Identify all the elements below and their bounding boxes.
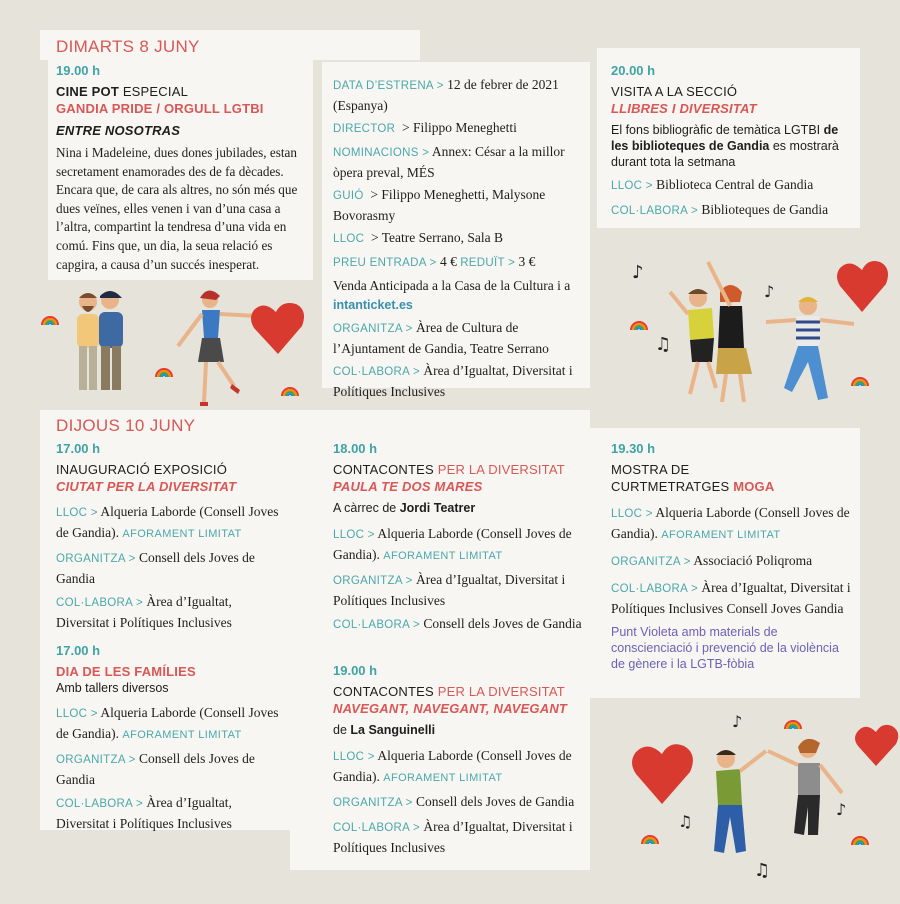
detail-estrena: DATA D’ESTRENA > 12 de febrer de 2021 (Espanya) bbox=[333, 77, 559, 113]
detail-organitza: ORGANITZA > Àrea de Cultura de l’Ajuntament de Gandia, Teatre Serrano bbox=[333, 320, 549, 356]
heart-icon bbox=[852, 724, 900, 770]
event-families bbox=[56, 642, 286, 833]
detail-venda: Venda Anticipada a la Casa de la Cultura i a intanticket.es bbox=[333, 278, 571, 312]
event-title: DIA DE LES FAMÍLIES bbox=[56, 664, 196, 679]
event-time: 19.30 h bbox=[611, 441, 656, 456]
rainbow-icon bbox=[280, 384, 300, 396]
detail-colabora: COL·LABORA > Àrea d’Igualtat, Diversitat i Polítiques Inclusives bbox=[333, 363, 573, 399]
detail-nominacions: NOMINACIONS > Annex: César a la millor òpera preval, MÉS bbox=[333, 144, 565, 180]
event-title: CONTACONTES PER LA DIVERSITAT bbox=[333, 462, 565, 477]
event-inauguracio bbox=[56, 440, 286, 632]
event-subtitle: CIUTAT PER LA DIVERSITAT bbox=[56, 479, 237, 494]
event-lloc: LLOC > Alqueria Laborde (Consell Joves de Gandia). AFORAMENT LIMITAT bbox=[333, 748, 572, 784]
film-details bbox=[333, 75, 583, 404]
event-desc: El fons bibliogràfic de temàtica LGTBI de les biblioteques de Gandia es mostrarà durant tota la setmana bbox=[611, 123, 839, 169]
day1-label: DIMARTS 8 JUNY bbox=[56, 37, 200, 56]
event-contacontes-2 bbox=[333, 662, 583, 857]
music-note-icon: ♪ bbox=[632, 262, 644, 283]
rainbow-icon bbox=[850, 374, 870, 386]
event-lloc: LLOC > Alqueria Laborde (Consell Joves de Gandia). AFORAMENT LIMITAT bbox=[56, 705, 279, 741]
day2-label: DIJOUS 10 JUNY bbox=[56, 416, 196, 435]
dancer-yellow bbox=[670, 289, 716, 394]
event-cine-pot bbox=[56, 62, 306, 274]
event-time: 20.00 h bbox=[611, 63, 656, 78]
rainbow-icon bbox=[640, 832, 660, 844]
event-organitza: ORGANITZA > Consell dels Joves de Gandia bbox=[56, 751, 255, 787]
detail-preu: PREU ENTRADA > 4 € REDUÏT > 3 € bbox=[333, 254, 536, 269]
event-colabora: COL·LABORA > Àrea d’Igualtat, Diversitat i Polítiques Inclusives bbox=[56, 594, 232, 630]
heart-icon bbox=[248, 300, 308, 358]
punt-violeta-note: Punt Violeta amb materials de conscienciació i prevenció de la violència de gènere i la LGTB-fòbia bbox=[611, 625, 839, 671]
music-note-icon: ♪ bbox=[732, 712, 743, 731]
event-visita bbox=[611, 62, 851, 221]
event-by: de La Sanguinelli bbox=[333, 723, 436, 737]
event-time: 19.00 h bbox=[56, 63, 101, 78]
event-time: 17.00 h bbox=[56, 643, 101, 658]
event-title: CONTACONTES PER LA DIVERSITAT bbox=[333, 684, 565, 699]
heart-icon bbox=[834, 260, 890, 316]
music-note-icon: ♪ bbox=[764, 282, 775, 301]
detail-guio: GUIÓ > Filippo Meneghetti, Malysone Bovorasmy bbox=[333, 187, 546, 223]
event-organitza: ORGANITZA > Àrea d’Igualtat, Diversitat i Polítiques Inclusives bbox=[333, 572, 566, 608]
event-lloc: LLOC > Alqueria Laborde (Consell Joves de Gandia). AFORAMENT LIMITAT bbox=[611, 505, 850, 541]
dancer-grey bbox=[768, 739, 842, 835]
event-title-2: CURTMETRATGES MOGA bbox=[611, 479, 775, 494]
music-note-icon: ♫ bbox=[655, 334, 672, 355]
film-synopsis: Nina i Madeleine, dues dones jubilades, estan secretament enamorades des de fa dècades. Encara que, de cara als altres, no són més que dues veïnes, elles venen i van d’una casa a l’altra, compartint la tendresa d’una vida en comú. Fins que, un dia, la seua relació es capgira, a causa d’un succés inesperat. bbox=[56, 145, 298, 272]
detail-lloc: LLOC > Teatre Serrano, Sala B bbox=[333, 230, 504, 245]
event-organitza: ORGANITZA > Consell dels Joves de Gandia bbox=[56, 550, 255, 586]
music-note-icon: ♫ bbox=[678, 812, 693, 831]
event-lloc: LLOC > Biblioteca Central de Gandia bbox=[611, 177, 814, 192]
man-right bbox=[99, 291, 123, 390]
event-colabora: COL·LABORA > Consell dels Joves de Gandia bbox=[333, 616, 582, 631]
rainbow-icon bbox=[783, 717, 803, 729]
event-title: INAUGURACIÓ EXPOSICIÓ bbox=[56, 462, 228, 477]
group-dance-illustration bbox=[668, 262, 858, 412]
couple-illustration bbox=[70, 288, 130, 408]
event-subtitle: PAULA TE DOS MARES bbox=[333, 479, 483, 494]
event-moga bbox=[611, 440, 851, 672]
intanticket-link[interactable]: intanticket.es bbox=[333, 298, 413, 312]
event-lloc: LLOC > Alqueria Laborde (Consell Joves de Gandia). AFORAMENT LIMITAT bbox=[56, 504, 279, 540]
event-subtitle: LLIBRES I DIVERSITAT bbox=[611, 101, 757, 116]
rainbow-icon bbox=[629, 318, 649, 330]
event-lloc: LLOC > Alqueria Laborde (Consell Joves de Gandia). AFORAMENT LIMITAT bbox=[333, 526, 572, 562]
event-contacontes-1 bbox=[333, 440, 583, 635]
event-colabora: COL·LABORA > Àrea d’Igualtat, Diversitat i Polítiques Inclusives Consell Joves Gandia bbox=[611, 580, 851, 616]
music-note-icon: ♫ bbox=[754, 860, 771, 881]
event-colabora: COL·LABORA > Àrea d’Igualtat, Diversitat i Polítiques Inclusives bbox=[56, 795, 232, 831]
man-left bbox=[77, 293, 99, 390]
event-subtitle: GANDIA PRIDE / ORGULL LGTBI bbox=[56, 101, 264, 116]
event-title-1: MOSTRA DE bbox=[611, 462, 690, 477]
rainbow-icon bbox=[40, 313, 60, 325]
event-time: 19.00 h bbox=[333, 663, 378, 678]
event-title: CINE POT ESPECIAL bbox=[56, 84, 188, 99]
rainbow-icon bbox=[154, 365, 174, 377]
detail-director: DIRECTOR > Filippo Meneghetti bbox=[333, 120, 517, 135]
event-colabora: COL·LABORA > Biblioteques de Gandia bbox=[611, 202, 829, 217]
heart-icon bbox=[628, 742, 696, 808]
film-title: ENTRE NOSOTRAS bbox=[56, 123, 181, 138]
event-by: A càrrec de Jordi Teatrer bbox=[333, 501, 476, 515]
event-colabora: COL·LABORA > Àrea d’Igualtat, Diversitat i Polítiques Inclusives bbox=[333, 819, 573, 855]
dancer-green bbox=[714, 750, 766, 853]
event-subtitle: NAVEGANT, NAVEGANT, NAVEGANT bbox=[333, 701, 568, 716]
event-subtitle: Amb tallers diversos bbox=[56, 681, 169, 695]
event-time: 17.00 h bbox=[56, 441, 101, 456]
event-organitza: ORGANITZA > Consell dels Joves de Gandia bbox=[333, 794, 575, 809]
rainbow-icon bbox=[850, 833, 870, 845]
event-time: 18.00 h bbox=[333, 441, 378, 456]
event-organitza: ORGANITZA > Associació Poliqroma bbox=[611, 553, 813, 568]
event-title: VISITA A LA SECCIÓ bbox=[611, 84, 738, 99]
music-note-icon: ♪ bbox=[836, 800, 847, 819]
